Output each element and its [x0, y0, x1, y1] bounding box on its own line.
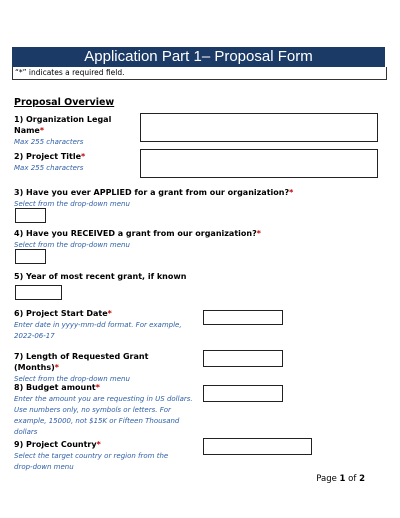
question-3 — [14, 187, 354, 210]
question-label: 1) Organization Legal Name — [14, 115, 112, 135]
required-marker: * — [54, 363, 59, 372]
question-label: 7) Length of Requested Grant (Months) — [14, 352, 149, 372]
question-label: 5) Year of most recent grant, if known — [14, 272, 187, 281]
question-label: 4) Have you RECEIVED a grant from our organization? — [14, 229, 257, 238]
question-help: Enter the amount you are requesting in US dollars. Use numbers only, no symbols or letters. For example, 15000, not $15K or Fifteen Thousand dollars — [14, 395, 193, 436]
question-help: Select the target country or region from the drop-down menu — [14, 452, 169, 471]
question-4 — [14, 228, 354, 251]
required-marker: * — [95, 383, 100, 392]
question-help: Enter date in yyyy-mm-dd format. For example, 2022-06-17 — [14, 321, 182, 340]
required-marker: * — [81, 152, 86, 161]
required-marker: * — [96, 440, 101, 449]
question-6 — [14, 308, 192, 342]
required-marker: * — [107, 309, 112, 318]
question-help: Max 255 characters — [14, 164, 84, 172]
grant-length-dropdown[interactable] — [203, 350, 283, 367]
question-help: Select from the drop-down menu — [14, 375, 130, 383]
question-2 — [14, 151, 134, 174]
organization-legal-name-field[interactable] — [140, 113, 378, 142]
received-grant-dropdown[interactable] — [15, 249, 46, 264]
required-marker: * — [39, 126, 45, 135]
recent-grant-year-field[interactable] — [15, 285, 62, 300]
project-title-field[interactable] — [140, 149, 378, 178]
question-label: 8) Budget amount — [14, 383, 96, 392]
question-help: Max 255 characters — [14, 138, 84, 146]
project-country-dropdown[interactable] — [203, 438, 312, 455]
question-label: 2) Project Title — [14, 152, 82, 161]
question-8 — [14, 382, 200, 438]
applied-grant-dropdown[interactable] — [15, 208, 46, 223]
required-field-note: “*” indicates a required field. — [12, 67, 387, 80]
section-title: Proposal Overview — [14, 97, 115, 108]
question-1 — [14, 114, 134, 148]
required-marker: * — [256, 229, 261, 238]
page-number: Page 1 of 2 — [316, 474, 365, 484]
question-5 — [14, 271, 354, 282]
question-7 — [14, 351, 194, 385]
project-start-date-field[interactable] — [203, 310, 283, 325]
question-help: Select from the drop-down menu — [14, 200, 130, 208]
required-marker: * — [289, 188, 294, 197]
question-9 — [14, 439, 182, 473]
question-label: 3) Have you ever APPLIED for a grant from our organization? — [14, 188, 290, 197]
question-label: 9) Project Country — [14, 440, 97, 449]
question-help: Select from the drop-down menu — [14, 241, 130, 249]
question-label: 6) Project Start Date — [14, 309, 108, 318]
form-title: Application Part 1– Proposal Form — [12, 47, 385, 67]
budget-amount-field[interactable] — [203, 385, 283, 402]
